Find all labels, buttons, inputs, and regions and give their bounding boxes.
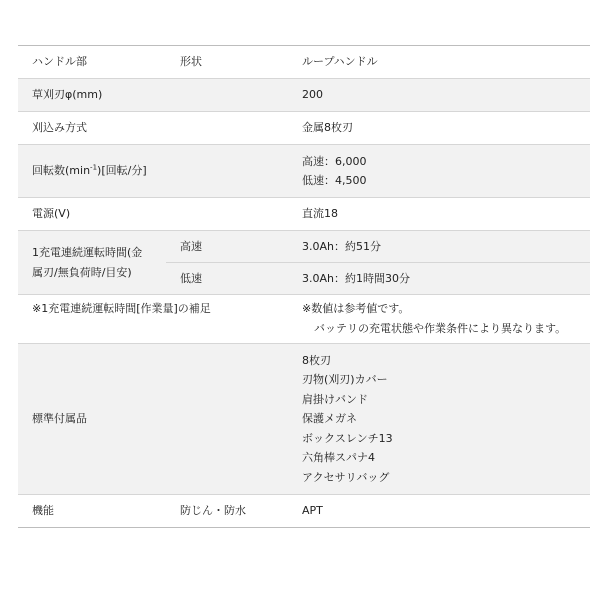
sublabel-handle-shape: 形状 <box>166 46 290 79</box>
note-line-2: バッテリの充電状態や作業条件により異なります。 <box>314 321 567 335</box>
value-rpm-high: 高速：6,000 <box>302 154 367 168</box>
value-rpm <box>290 145 590 198</box>
row-power <box>18 198 590 231</box>
label-rpm <box>18 145 290 198</box>
label-runtime-line-2: 属刃/無負荷時/目安) <box>32 265 132 279</box>
row-handle <box>18 46 590 79</box>
value-blade-diameter: 200 <box>290 79 590 112</box>
accessory-item: 保護メガネ <box>302 412 357 426</box>
value-rpm-low: 低速：4,500 <box>302 174 367 187</box>
row-blade-diameter <box>18 79 590 112</box>
label-handle: ハンドル部 <box>18 46 166 79</box>
accessory-item: アクセサリバッグ <box>302 470 390 484</box>
accessory-item: 刃物(刈刃)カバー <box>302 373 388 387</box>
label-cutting-method: 刈込み方式 <box>18 112 290 145</box>
row-runtime-high <box>18 231 590 263</box>
label-rpm-post: )[回転/分] <box>97 164 147 178</box>
label-note: ※1充電連続運転時間[作業量]の補足 <box>18 295 290 344</box>
accessory-item: 肩掛けバンド <box>302 392 368 406</box>
label-runtime-line-1: 1充電連続運転時間(金 <box>32 246 143 259</box>
row-rpm <box>18 145 590 198</box>
label-runtime <box>18 231 166 295</box>
value-power: 直流18 <box>290 198 590 231</box>
value-note <box>290 295 590 344</box>
sublabel-runtime-low: 低速 <box>166 263 290 295</box>
row-function <box>18 495 590 528</box>
accessory-item: 六角棒スパナ4 <box>302 451 375 465</box>
row-note <box>18 295 590 344</box>
note-line-1: ※数値は参考値です。 <box>302 302 410 315</box>
row-cutting-method <box>18 112 590 145</box>
accessory-item: ボックスレンチ13 <box>302 431 393 445</box>
sublabel-runtime-high: 高速 <box>166 231 290 263</box>
label-accessories: 標準付属品 <box>18 344 290 495</box>
sublabel-function: 防じん・防水 <box>166 495 290 528</box>
label-function: 機能 <box>18 495 166 528</box>
label-rpm-sup: -1 <box>90 163 98 172</box>
value-cutting-method: 金属8枚刃 <box>290 112 590 145</box>
value-function: APT <box>290 495 590 528</box>
value-runtime-low: 3.0Ah：約1時間30分 <box>290 263 590 295</box>
label-power: 電源(V) <box>18 198 290 231</box>
value-runtime-high: 3.0Ah：約51分 <box>290 231 590 263</box>
row-accessories <box>18 344 590 495</box>
label-blade-diameter: 草刈刃φ(mm) <box>18 79 290 112</box>
spec-table <box>18 45 590 528</box>
value-accessories <box>290 344 590 495</box>
accessory-item: 8枚刃 <box>302 353 331 367</box>
label-rpm-pre: 回転数(min <box>32 164 91 178</box>
value-handle: ループハンドル <box>290 46 590 79</box>
